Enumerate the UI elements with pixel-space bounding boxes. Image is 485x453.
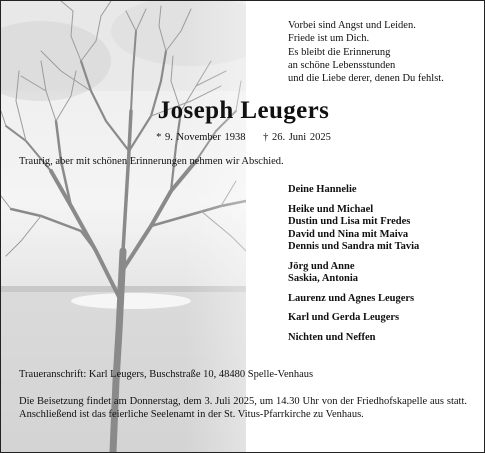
poem-line: und die Liebe derer, denen Du fehlst. (288, 73, 444, 85)
mourner-group (288, 204, 419, 254)
poem (288, 19, 444, 85)
mourner-group (288, 261, 419, 286)
intro-text: Traurig, aber mit schönen Erinnerungen nehmen wir Abschied. (19, 156, 284, 167)
mourner-line: Laurenz und Agnes Leugers (288, 292, 415, 304)
funeral-notice: Die Beisetzung findet am Donnerstag, dem 3. Juli 2025, um 14.30 Uhr von der Friedhofskapelle aus statt. Anschließend ist das feierliche Seelenamt in der St. Vitus-Pfarrkirche zu Venhaus. (19, 396, 467, 420)
mourner-line: Nichten und Neffen (288, 331, 376, 343)
mourner-line: David und Nina mit Maiva (288, 228, 409, 240)
mourner-line: Jörg und Anne (288, 260, 355, 272)
deceased-name: Joseph Leugers (157, 97, 330, 124)
birth-date: * 9. November 1938 (156, 132, 246, 143)
tree-photo (1, 1, 246, 452)
mourner-group (288, 293, 419, 306)
mourner-line: Heike und Michael (288, 203, 374, 215)
mourner-group (288, 312, 419, 325)
mourner-line: Dennis und Sandra mit Tavia (288, 241, 420, 252)
mourner-line: Deine Hannelie (288, 184, 357, 195)
mourner-line: Saskia, Antonia (288, 273, 359, 284)
mourning-address: Traueranschrift: Karl Leugers, Buschstraße 10, 48480 Spelle-Venhaus (19, 369, 314, 380)
poem-line: Friede ist um Dich. (288, 33, 370, 45)
mourner-group (288, 332, 419, 345)
mourners-list (288, 184, 419, 351)
mourner-line: Dustin und Lisa mit Fredes (288, 216, 411, 227)
poem-line: Es bleibt die Erinnerung (288, 46, 391, 58)
poem-line: an schöne Lebensstunden (288, 59, 396, 71)
mourner-line: Karl und Gerda Leugers (288, 312, 400, 323)
life-dates (1, 132, 485, 143)
poem-line: Vorbei sind Angst und Leiden. (288, 20, 416, 31)
death-date: † 26. Juni 2025 (263, 132, 331, 143)
mourner-group (288, 184, 419, 197)
